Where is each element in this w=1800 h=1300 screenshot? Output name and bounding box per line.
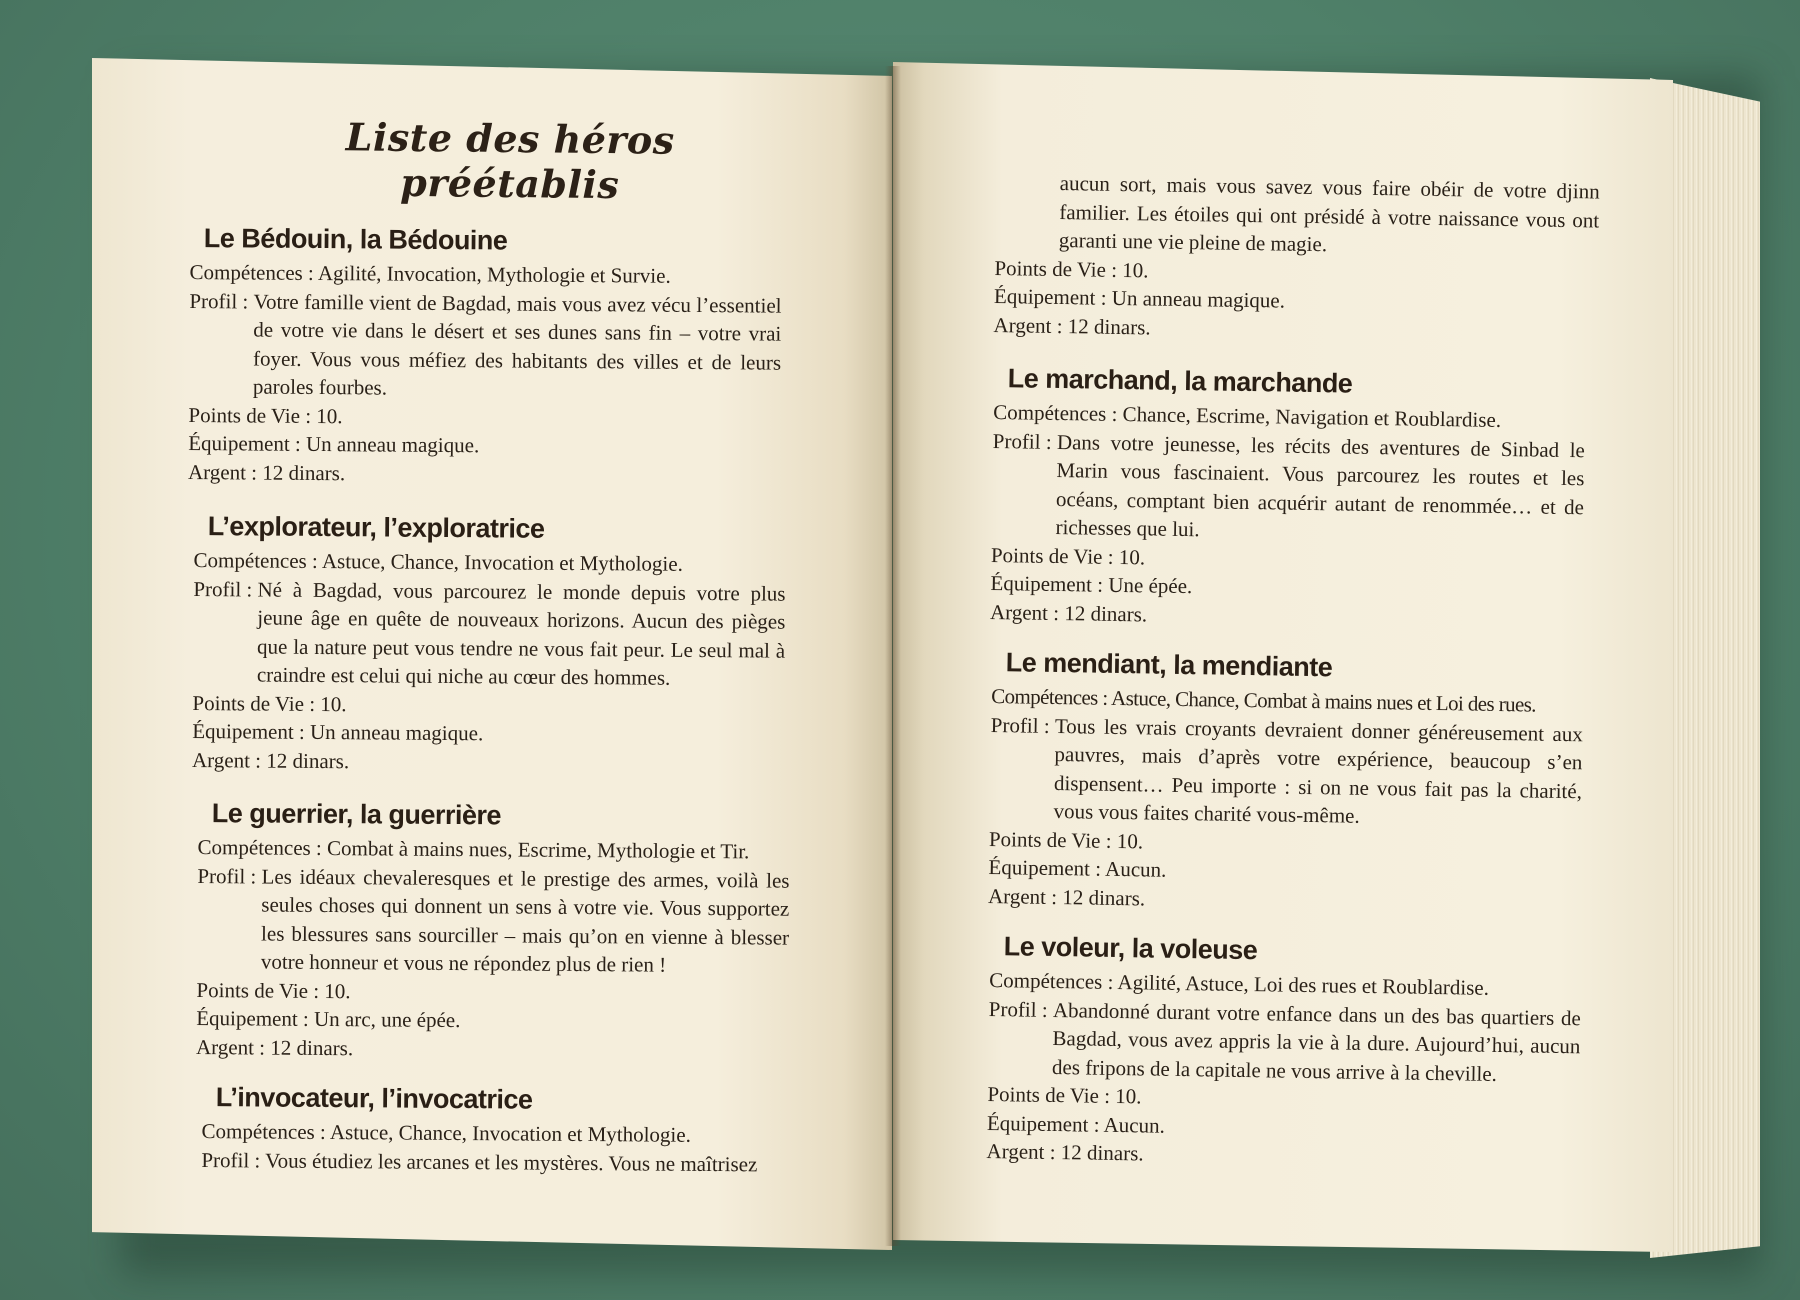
money-line: Argent : 12 dinars. [986, 1138, 1144, 1166]
profile-line [988, 994, 1609, 1089]
profile-value: Abandonné durant votre enfance dans un des bas quartiers de Bagdad, vous avez appris la vie à la dure. Aujourd’hui, aucun des fripons de la capitale ne vous arrive à la cheville. [1051, 997, 1582, 1086]
hero-entry [988, 646, 1612, 920]
profile-line [201, 1145, 821, 1178]
skills-value: Astuce, Chance, Invocation et Mythologie. [321, 549, 683, 576]
profile-value: Tous les vrais croyants devraient donner généreusement aux pauvres, mais d’après votre expérience, beaucoup s’en dispensent… Peu importe : si on ne vous fait pas la charité, vous vous faites charité vous-même. [1053, 713, 1584, 828]
profile-value: Dans votre jeunesse, les récits des aventures de Sinbad le Marin vous fascinaient. Vous parcourez les routes et les océans, comptant bien acquérir autant de renommée… et de richesses que lui. [1055, 429, 1586, 542]
hero-entry-continued [993, 168, 1616, 349]
profile-value-start: Vous étudiez les arcanes et les mystères. Vous ne maîtrisez [265, 1147, 758, 1176]
hero-name: Le marchand, la marchande [1007, 363, 1353, 399]
equipment-label: Équipement : [188, 430, 301, 456]
equipment-value: Un anneau magique. [305, 431, 480, 458]
skills-label: Compétences : [193, 547, 318, 573]
hero-name: L’invocateur, l’invocatrice [215, 1082, 533, 1115]
equipment-label: Équipement : [993, 283, 1107, 310]
hit-points: Points de Vie : 10. [987, 1081, 1142, 1109]
profile-label: Profil : [990, 712, 1050, 738]
money-line: Argent : 12 dinars. [987, 883, 1146, 910]
profile-value: Né à Bagdad, vous parcourez le monde depuis votre plus jeune âge en quête de nouveaux horizons. Aucun des pièges que la nature peut vous tendre ne vous fait peur. Le seul mal à craindre est celui qui niche au cœur des hommes. [256, 577, 786, 690]
profile-line [991, 426, 1613, 550]
profile-label: Profil : [992, 428, 1052, 454]
profile-label: Profil : [189, 288, 249, 313]
profile-label: Profil : [201, 1147, 261, 1172]
skills-line [201, 1117, 821, 1150]
skills-label: Compétences : [993, 399, 1118, 426]
hero-name: Le Bédouin, la Bédouine [203, 223, 508, 256]
hit-points: Points de Vie : 10. [196, 977, 351, 1003]
equipment-value: Une épée. [1108, 572, 1193, 599]
money-line: Argent : 12 dinars. [187, 459, 346, 485]
hit-points: Points de Vie : 10. [988, 826, 1144, 853]
equipment-value: Un arc, une épée. [313, 1006, 461, 1033]
equipment-line [192, 717, 812, 750]
equipment-value: Un anneau magique. [1111, 285, 1286, 313]
skills-label: Compétences : [201, 1118, 326, 1144]
money-line: Argent : 12 dinars. [195, 1034, 354, 1060]
hero-entry [990, 362, 1614, 636]
hero-entry [192, 510, 814, 779]
profile-label: Profil : [193, 576, 253, 601]
hit-points: Points de Vie : 10. [990, 542, 1146, 569]
profile-line [193, 574, 814, 693]
skills-value: Agilité, Invocation, Mythologie et Survie. [317, 261, 671, 288]
hit-points: Points de Vie : 10. [994, 255, 1149, 282]
hero-entry [188, 222, 810, 491]
skills-label: Compétences : [991, 683, 1108, 710]
equipment-line [196, 1004, 816, 1037]
money-line: Argent : 12 dinars. [989, 599, 1148, 626]
equipment-label: Équipement : [192, 718, 305, 744]
equipment-value: Aucun. [1104, 856, 1167, 882]
skills-label: Compétences : [189, 259, 314, 285]
profile-label: Profil : [988, 996, 1048, 1022]
money-line: Argent : 12 dinars. [993, 312, 1151, 339]
hero-name: Le mendiant, la mendiante [1005, 647, 1333, 683]
equipment-label: Équipement : [196, 1005, 309, 1031]
equipment-label: Équipement : [988, 854, 1102, 881]
profile-value: Votre famille vient de Bagdad, mais vous avez vécu l’essentiel de votre vie dans le désert et ses dunes sans fin – votre vrai foyer. Vous vous méfiez des habitants des villes et de leurs paroles fourbes. [252, 289, 782, 400]
profile-line [189, 286, 810, 405]
profile-line [197, 861, 818, 980]
skills-value: Combat à mains nues, Escrime, Mythologie et Tir. [326, 836, 750, 864]
skills-label: Compétences : [989, 967, 1114, 994]
money-line: Argent : 12 dinars. [191, 747, 350, 773]
profile-value-end: aucun sort, mais vous savez vous faire obéir de votre djinn familier. Les étoiles qui ont présidé à votre naissance vous ont garanti une vie pleine de magie. [1058, 171, 1600, 257]
hero-entry [196, 797, 818, 1066]
book-gutter [885, 66, 901, 1246]
equipment-value: Aucun. [1103, 1112, 1166, 1138]
hero-entry [986, 930, 1610, 1175]
skills-label: Compétences : [197, 834, 322, 860]
equipment-label: Équipement : [986, 1110, 1100, 1137]
hero-name: Le guerrier, la guerrière [211, 798, 502, 831]
hero-name: L’explorateur, l’exploratrice [207, 511, 545, 544]
profile-label: Profil : [197, 863, 257, 888]
skills-value: Chance, Escrime, Navigation et Roublardise. [1122, 402, 1502, 432]
skills-value: Astuce, Chance, Invocation et Mythologie. [329, 1120, 691, 1147]
profile-line [989, 710, 1611, 834]
hit-points: Points de Vie : 10. [192, 690, 347, 716]
page-title: Liste des héros préétablis [345, 114, 675, 208]
equipment-label: Équipement : [990, 570, 1104, 597]
equipment-value: Un anneau magique. [309, 719, 484, 746]
profile-value: Les idéaux chevaleresques et le prestige des armes, voilà les seules choses qui donnent un sens à votre vie. Vous supportez les blessures sans sourciller – mais qu’on en vienne à blesser votre honneur et vous ne répondez plus de rien ! [260, 864, 790, 977]
skills-value: Agilité, Astuce, Loi des rues et Roublardise. [1117, 970, 1490, 1000]
hero-name: Le voleur, la voleuse [1003, 931, 1258, 966]
hero-entry [201, 1081, 822, 1179]
equipment-line [188, 429, 808, 462]
hit-points: Points de Vie : 10. [188, 402, 343, 428]
skills-value: Astuce, Chance, Combat à mains nues et Loi des rues. [1110, 685, 1537, 717]
